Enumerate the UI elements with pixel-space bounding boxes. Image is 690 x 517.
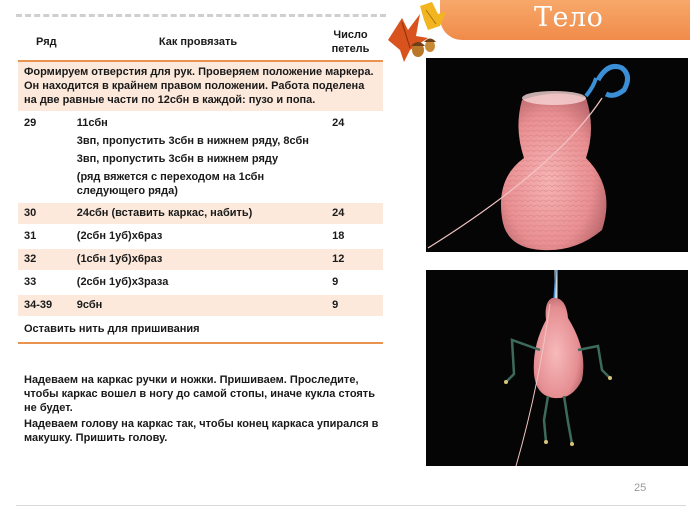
page-number: 25: [634, 482, 647, 494]
instruction-line: 3вп, пропустить 3сбн в нижнем ряду, 8сбн: [76, 135, 309, 147]
bottom-divider: [16, 505, 686, 506]
instruction-paragraph: Надеваем на каркас ручки и ножки. Пришиваем. Проследите, чтобы каркас вошел в ногу до самой стопы, иначе кукла стоять не будет.: [24, 374, 375, 414]
assembly-instructions: [24, 373, 384, 447]
table-row: [18, 249, 383, 272]
instruction-line: (ряд вяжется с переходом на 1сбн следующего ряда): [76, 171, 265, 197]
stitch-count: 9: [332, 299, 339, 311]
row-instructions: [77, 113, 324, 201]
footer-note: Оставить нить для пришивания: [18, 318, 383, 344]
intro-note: Формируем отверстия для рук. Проверяем положение маркера. Он находится в крайнем правом положении. Работа поделена на две равные части по 12сбн в каждой: пузо и попа.: [18, 62, 383, 113]
instruction-paragraph: Надеваем голову на каркас так, чтобы конец каркаса упирался в макушку. Пришить голову.: [24, 418, 379, 444]
pattern-table: [18, 24, 383, 344]
row-number: 31: [24, 230, 37, 242]
stitch-count: 18: [332, 230, 345, 242]
stitch-count: 12: [332, 253, 345, 265]
stitch-count: 24: [332, 117, 345, 129]
top-dashed-divider: [16, 14, 386, 17]
photo-crocheted-body: [426, 58, 688, 252]
table-row: [18, 226, 383, 249]
crocheted-body-image: [426, 58, 688, 252]
instruction-line: 11сбн: [76, 117, 108, 129]
stitch-count: 24: [332, 207, 345, 219]
table-row: [18, 113, 383, 203]
table-row: [18, 203, 383, 226]
instruction-line: 3вп, пропустить 3сбн в нижнем ряду: [76, 153, 279, 165]
table-header: [18, 24, 383, 62]
row-instructions: (2сбн 1уб)х3раза: [76, 276, 169, 288]
row-number: 29: [24, 117, 37, 129]
header-count: Число петель: [331, 29, 370, 55]
header-row: Ряд: [36, 36, 57, 48]
page-title: Тело: [534, 2, 604, 33]
row-instructions: (2сбн 1уб)х6раз: [76, 230, 163, 242]
row-instructions: (1сбн 1уб)х6раз: [76, 253, 163, 265]
body-on-frame-image: [426, 270, 688, 466]
row-number: 33: [24, 276, 37, 288]
header-how: Как провязать: [158, 36, 238, 48]
photo-body-on-frame: [426, 270, 688, 466]
table-row: [18, 272, 383, 295]
row-instructions: 24сбн (вставить каркас, набить): [76, 207, 253, 219]
stitch-count: 9: [332, 276, 339, 288]
row-number: 34-39: [24, 299, 53, 311]
table-row: [18, 295, 383, 318]
row-number: 32: [24, 253, 37, 265]
row-number: 30: [24, 207, 37, 219]
row-instructions: 9сбн: [76, 299, 103, 311]
